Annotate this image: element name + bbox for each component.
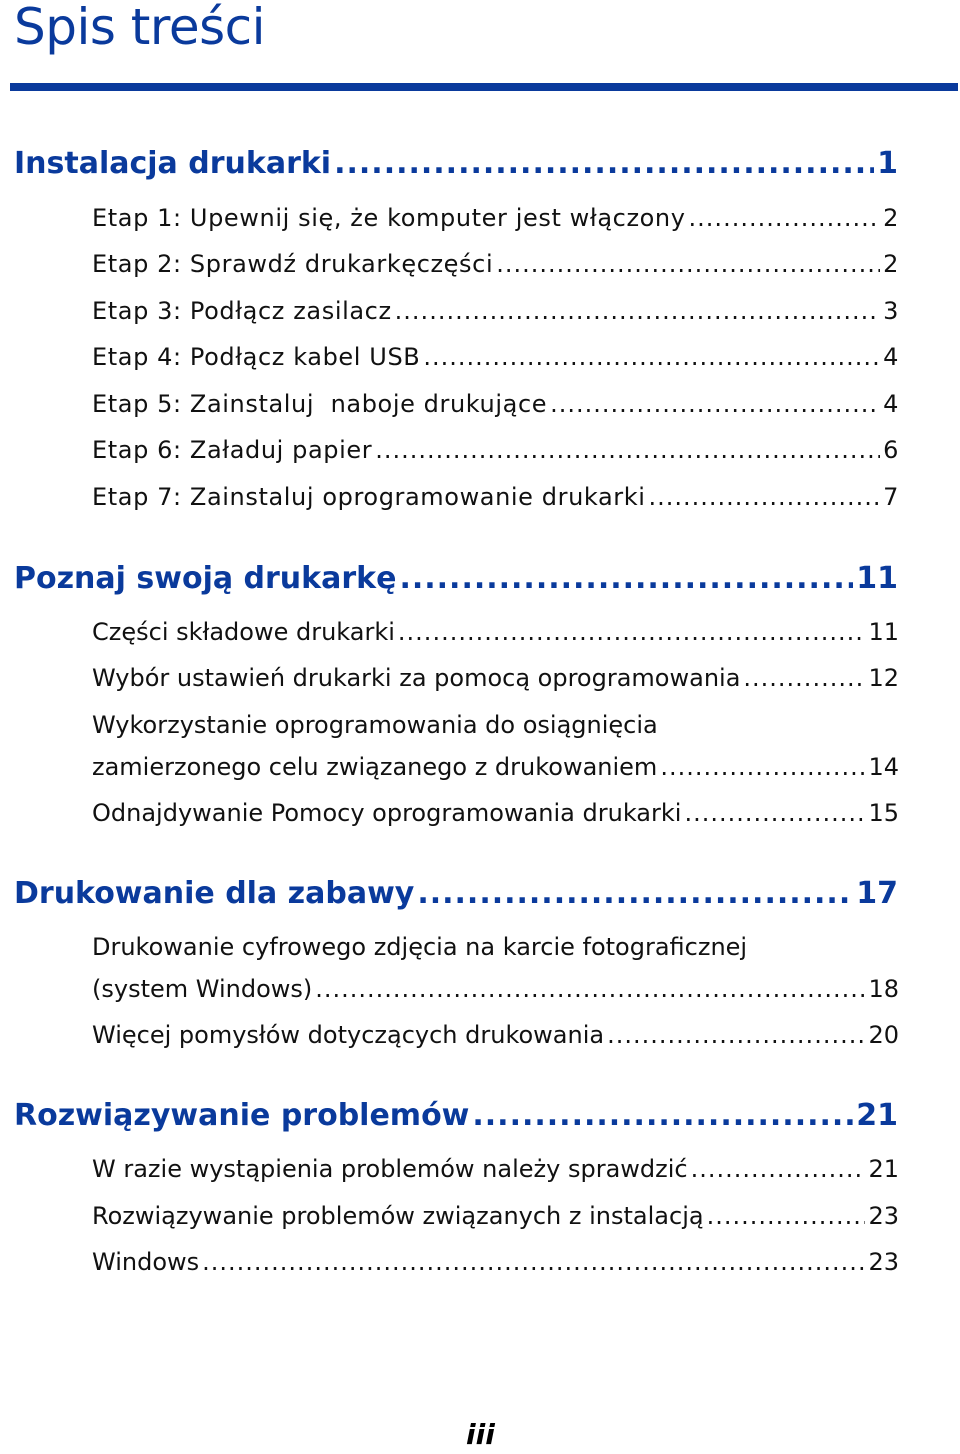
toc-page-number: 3	[883, 297, 899, 325]
toc-page-number: 2	[883, 250, 899, 278]
dot-leader	[550, 388, 880, 420]
toc-page-number: 17	[856, 876, 898, 911]
toc-item-etap-6[interactable]	[92, 434, 899, 466]
dot-leader	[375, 434, 880, 466]
toc-item-title-line1: Wykorzystanie oprogramowania do osiągnięcia	[92, 711, 658, 739]
toc-page-number: 4	[883, 390, 899, 418]
toc-page-number: 21	[868, 1155, 899, 1183]
toc-item-title: Etap 2: Sprawdź drukarkęczęści	[92, 250, 494, 278]
toc-page-number: 11	[868, 618, 899, 646]
dot-leader	[689, 202, 881, 234]
dot-leader	[417, 875, 853, 913]
toc-item-wybor-ustawien[interactable]	[92, 662, 899, 694]
dot-leader	[423, 341, 880, 373]
toc-page-number: 15	[868, 799, 899, 827]
toc-item-title: Etap 5: Zainstaluj naboje drukujące	[92, 390, 548, 418]
page-title: Spis treści	[14, 0, 266, 56]
dot-leader	[202, 1246, 865, 1278]
toc-page-number: 23	[868, 1202, 899, 1230]
dot-leader	[660, 746, 865, 788]
dot-leader	[691, 1153, 866, 1185]
toc-item-line2	[92, 746, 899, 788]
toc-chapter-instalacja[interactable]	[14, 145, 898, 183]
toc-chapter-title: Instalacja drukarki	[14, 146, 332, 181]
toc-chapter-poznaj[interactable]	[14, 560, 898, 598]
toc-page-number: 20	[868, 1021, 899, 1049]
toc-item-czesci[interactable]	[92, 616, 899, 648]
toc-item-etap-1[interactable]	[92, 202, 899, 234]
toc-item-title: Więcej pomysłów dotyczących drukowania	[92, 1021, 605, 1049]
toc-item-title: Części składowe drukarki	[92, 618, 395, 646]
toc-item-wiecej-pomyslow[interactable]	[92, 1019, 899, 1051]
toc-item-title: Etap 4: Podłącz kabel USB	[92, 343, 421, 371]
toc-item-wykorzystanie[interactable]	[92, 704, 899, 788]
toc-page-number: 4	[883, 343, 899, 371]
dot-leader	[496, 248, 880, 280]
toc-item-etap-3[interactable]	[92, 295, 899, 327]
toc-item-problemy-instalacja[interactable]	[92, 1200, 899, 1232]
toc-item-title: Windows	[92, 1248, 200, 1276]
dot-leader	[315, 968, 865, 1010]
dot-leader	[395, 295, 880, 327]
toc-chapter-title: Rozwiązywanie problemów	[14, 1098, 470, 1133]
toc-item-title-line1: Drukowanie cyfrowego zdjęcia na karcie fotograficznej	[92, 933, 748, 961]
toc-chapter-title: Drukowanie dla zabawy	[14, 876, 415, 911]
toc-item-title: Rozwiązywanie problemów związanych z instalacją	[92, 1202, 704, 1230]
dot-leader	[743, 662, 865, 694]
toc-chapter-rozwiazywanie[interactable]	[14, 1097, 898, 1135]
toc-item-etap-7[interactable]	[92, 481, 899, 513]
toc-chapter-title: Poznaj swoją drukarkę	[14, 561, 397, 596]
toc-item-line2	[92, 968, 899, 1010]
dot-leader	[607, 1019, 865, 1051]
toc-item-title: Wybór ustawień drukarki za pomocą oprogramowania	[92, 664, 741, 692]
toc-page-number: 2	[883, 204, 899, 232]
toc-item-windows[interactable]	[92, 1246, 899, 1278]
toc-page-number: 7	[883, 483, 899, 511]
toc-page-number: 14	[868, 753, 899, 781]
toc-item-etap-5[interactable]	[92, 388, 899, 420]
toc-item-title: W razie wystąpienia problemów należy sprawdzić	[92, 1155, 688, 1183]
dot-leader	[472, 1097, 853, 1135]
page-number: iii	[466, 1418, 495, 1451]
dot-leader	[684, 797, 865, 829]
toc-page-number: 12	[868, 664, 899, 692]
title-divider	[10, 83, 958, 91]
toc-page-number: 11	[856, 561, 898, 596]
dot-leader	[334, 145, 874, 183]
toc-item-etap-4[interactable]	[92, 341, 899, 373]
toc-item-title-line2: (system Windows)	[92, 975, 313, 1003]
toc-page-number: 21	[856, 1098, 898, 1133]
toc-page-number: 6	[883, 436, 899, 464]
toc-item-odnajdywanie-pomocy[interactable]	[92, 797, 899, 829]
dot-leader	[707, 1200, 866, 1232]
toc-item-w-razie-problemow[interactable]	[92, 1153, 899, 1185]
toc-page-number: 18	[868, 975, 899, 1003]
toc-page-number: 23	[868, 1248, 899, 1276]
toc-item-title: Etap 3: Podłącz zasilacz	[92, 297, 392, 325]
toc-chapter-drukowanie[interactable]	[14, 875, 898, 913]
toc-item-drukowanie-zdjecia[interactable]	[92, 926, 899, 1010]
dot-leader	[399, 560, 853, 598]
toc-item-title: Odnajdywanie Pomocy oprogramowania drukarki	[92, 799, 682, 827]
toc-page-number: 1	[877, 146, 898, 181]
dot-leader	[649, 481, 881, 513]
toc-item-title: Etap 7: Zainstaluj oprogramowanie drukarki	[92, 483, 646, 511]
dot-leader	[398, 616, 866, 648]
toc-item-title-line2: zamierzonego celu związanego z drukowaniem	[92, 753, 658, 781]
toc-item-title: Etap 1: Upewnij się, że komputer jest włączony	[92, 204, 686, 232]
toc-item-title: Etap 6: Załaduj papier	[92, 436, 373, 464]
toc-item-etap-2[interactable]	[92, 248, 899, 280]
